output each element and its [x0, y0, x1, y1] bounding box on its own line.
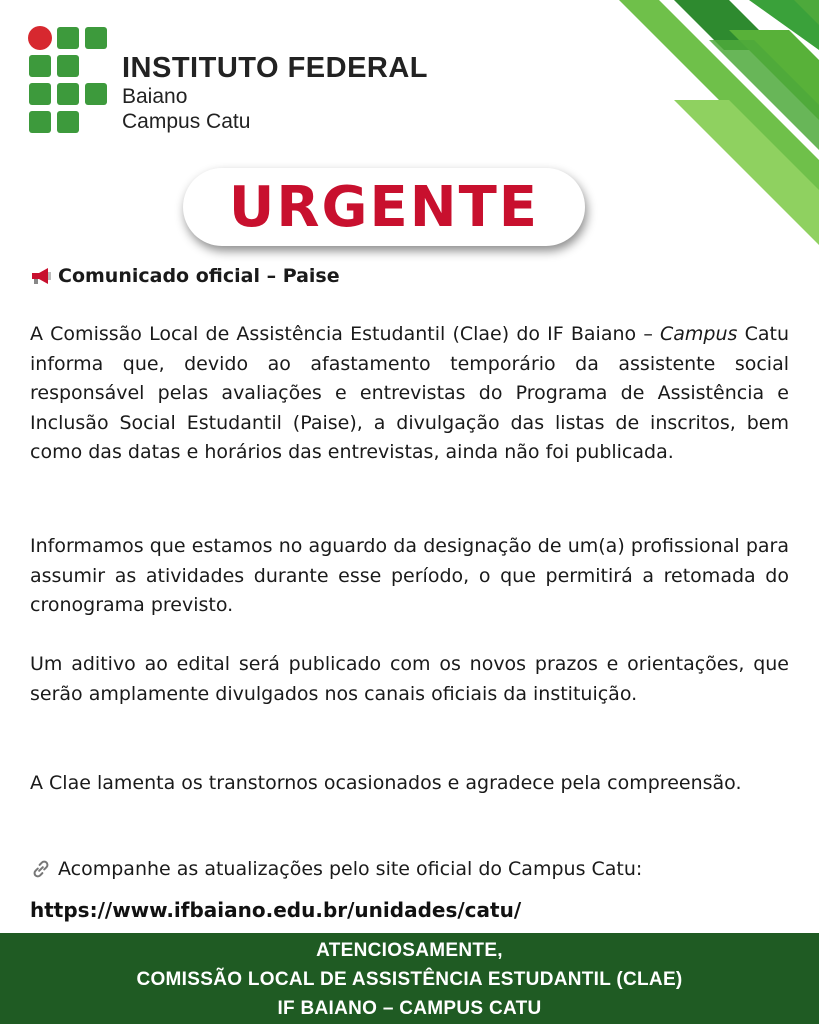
- campus-name: Campus Catu: [122, 110, 251, 133]
- paragraph-3: Um aditivo ao edital será publicado com os novos prazos e orientações, que serão amplamente divulgados nos canais oficiais da instituição.: [30, 653, 789, 705]
- decorative-stripes: [579, 0, 819, 260]
- link-icon: [30, 858, 52, 880]
- footer-line-1: ATENCIOSAMENTE,: [316, 940, 503, 961]
- paragraph-1-start: A Comissão Local de Assistência Estudantil (Clae) do IF Baiano –: [30, 323, 660, 345]
- paragraph-2: Informamos que estamos no aguardo da designação de um(a) profissional para assumir as atividades durante esse período, o que permitirá a retomada do cronograma previsto.: [30, 535, 789, 616]
- follow-text: Acompanhe as atualizações pelo site oficial do Campus Catu:: [58, 858, 643, 880]
- website-link[interactable]: https://www.ifbaiano.edu.br/unidades/catu/: [30, 898, 522, 922]
- notice-heading: [30, 265, 340, 287]
- footer-signature: [0, 933, 819, 1024]
- paragraph-1-italic: Campus: [660, 323, 738, 345]
- paragraph-1-end: Catu informa que, devido ao afastamento temporário da assistente social responsável pelas avaliações e entrevistas do Programa de Assistência e Inclusão Social Estudantil (Paise), a divulgação das listas de inscritos, bem como das datas e horários das entrevistas, ainda não foi publicada.: [30, 323, 789, 463]
- follow-line: [30, 858, 642, 880]
- urgent-label: URGENTE: [228, 174, 540, 240]
- megaphone-icon: [30, 267, 52, 285]
- urgent-banner: [183, 168, 585, 246]
- institution-name: [122, 52, 428, 134]
- notice-heading-text: Comunicado oficial – Paise: [58, 265, 340, 287]
- paragraph-4: A Clae lamenta os transtornos ocasionados e agradece pela compreensão.: [30, 772, 742, 794]
- footer-line-2: COMISSÃO LOCAL DE ASSISTÊNCIA ESTUDANTIL (CLAE): [136, 969, 683, 990]
- institution-subtitle: Baiano: [122, 85, 188, 108]
- institution-title: INSTITUTO FEDERAL: [122, 52, 429, 84]
- paragraph-1: [30, 320, 789, 468]
- if-logo-icon: [28, 26, 112, 138]
- footer-line-3: IF BAIANO – CAMPUS CATU: [277, 998, 542, 1019]
